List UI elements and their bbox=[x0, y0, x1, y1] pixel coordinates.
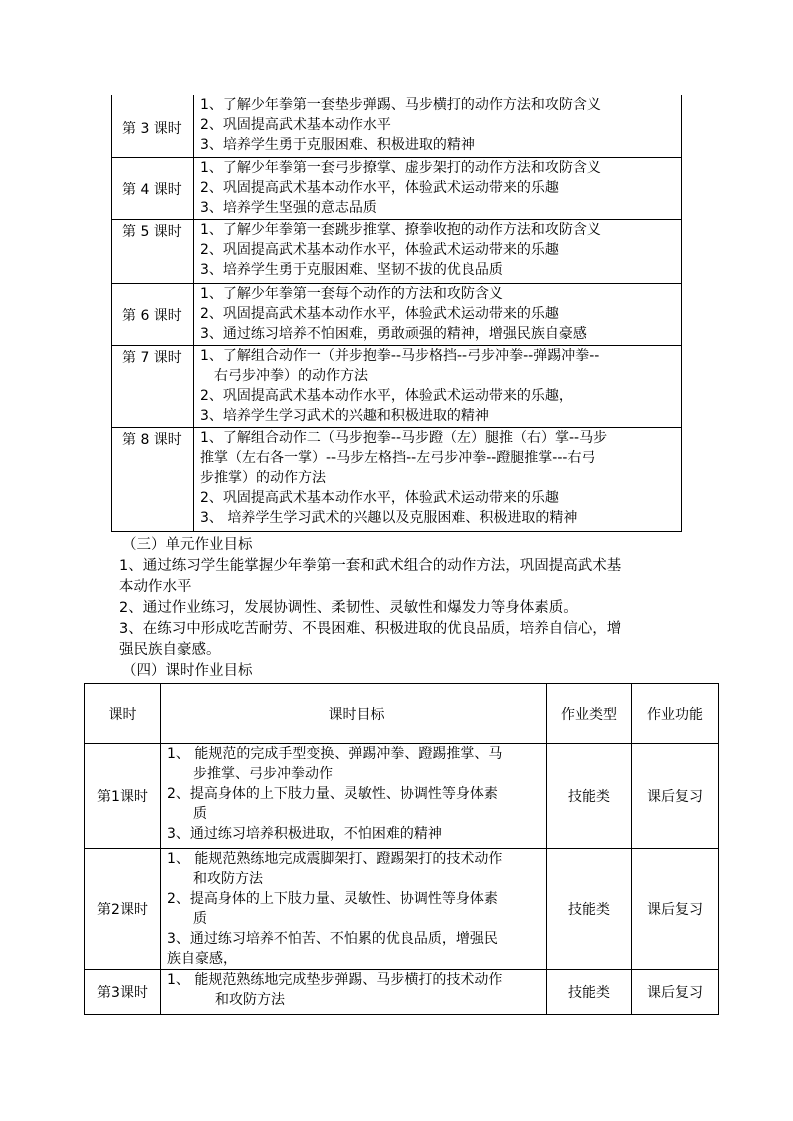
goal-line: 右弓步冲拳）的动作方法 bbox=[214, 367, 368, 384]
lesson-cell: 第2课时 bbox=[85, 849, 161, 970]
lesson-label-text: 第 7 课时 bbox=[122, 349, 182, 366]
table-row bbox=[85, 744, 719, 849]
goal-line: 3、通过练习培养积极进取，不怕困难的精神 bbox=[167, 826, 442, 842]
goal-line: 1、了解少年拳第一套弓步撩掌、虚步架打的动作方法和攻防含义 bbox=[200, 159, 601, 176]
lesson-label-text: 第 4 课时 bbox=[122, 181, 182, 198]
lesson-plan-table bbox=[111, 95, 682, 532]
lesson-label bbox=[112, 283, 194, 345]
header-cell: 作业功能 bbox=[632, 684, 719, 744]
goal-line: 2、提高身体的上下肢力量、灵敏性、协调性等身体素 bbox=[167, 786, 498, 802]
lesson-cell: 第1课时 bbox=[85, 744, 161, 849]
header-cell: 作业类型 bbox=[547, 684, 632, 744]
paragraph-line: 3、在练习中形成吃苦耐劳、不畏困难、积极进取的优良品质，培养自信心，增 bbox=[119, 621, 622, 637]
goal-line: 2、巩固提高武术基本动作水平，体验武术运动带来的乐趣 bbox=[200, 489, 559, 506]
lesson-label-text: 第 5 课时 bbox=[122, 223, 182, 240]
goal-line: 和攻防方法 bbox=[193, 871, 263, 887]
goal-line: 2、巩固提高武术基本动作水平，体验武术运动带来的乐趣， bbox=[200, 387, 573, 404]
homework-goal-table bbox=[84, 683, 719, 1015]
goal-cell bbox=[161, 970, 547, 1015]
function-cell: 课后复习 bbox=[632, 849, 719, 970]
type-cell: 技能类 bbox=[547, 970, 632, 1015]
goal-line: 质 bbox=[193, 911, 207, 927]
table-row bbox=[112, 219, 682, 283]
lesson-goals bbox=[194, 157, 682, 219]
lesson-goals bbox=[194, 219, 682, 283]
goal-line: 质 bbox=[193, 806, 207, 822]
table-row bbox=[85, 970, 719, 1015]
table-row bbox=[112, 95, 682, 157]
goal-line: 1、了解组合动作一（并步抱拳--马步格挡--弓步冲拳--弹踢冲拳-- bbox=[200, 347, 600, 364]
goal-line: 1、了解少年拳第一套每个动作的方法和攻防含义 bbox=[200, 285, 503, 302]
goal-line: 3、培养学生学习武术的兴趣和积极进取的精神 bbox=[200, 407, 489, 424]
goal-line: 2、巩固提高武术基本动作水平，体验武术运动带来的乐趣 bbox=[200, 241, 559, 258]
goal-line: 1、了解少年拳第一套垫步弹踢、马步横打的动作方法和攻防含义 bbox=[200, 97, 601, 113]
goal-line: 3、 培养学生学习武术的兴趣以及克服困难、积极进取的精神 bbox=[200, 509, 578, 526]
paragraph-line: 1、通过练习学生能掌握少年拳第一套和武术组合的动作方法，巩固提高武术基 bbox=[119, 558, 622, 574]
table-header-row bbox=[85, 684, 719, 744]
goal-cell bbox=[161, 744, 547, 849]
section-heading: （三）单元作业目标 bbox=[122, 537, 253, 553]
goal-line: 1、了解少年拳第一套跳步推掌、撩拳收抱的动作方法和攻防含义 bbox=[200, 221, 601, 238]
function-cell: 课后复习 bbox=[632, 744, 719, 849]
lesson-label-text: 第 6 课时 bbox=[122, 307, 182, 324]
goal-line: 推掌（左右各一掌）--马步左格挡--左弓步冲拳--蹬腿推掌---右弓 bbox=[200, 449, 596, 466]
goal-line: 3、培养学生勇于克服困难、积极进取的精神 bbox=[200, 137, 475, 153]
header-cell: 课时 bbox=[85, 684, 161, 744]
type-cell: 技能类 bbox=[547, 849, 632, 970]
goal-line: 1、 能规范的完成手型变换、弹踢冲拳、蹬踢推掌、马 bbox=[167, 746, 503, 762]
goal-line: 步推掌、弓步冲拳动作 bbox=[193, 766, 333, 782]
lesson-label bbox=[112, 157, 194, 219]
goal-line: 和攻防方法 bbox=[215, 992, 285, 1008]
paragraph-line: 2、通过作业练习，发展协调性、柔韧性、灵敏性和爆发力等身体素质。 bbox=[119, 600, 578, 616]
goal-line: 1、 能规范熟练地完成震脚架打、蹬踢架打的技术动作 bbox=[167, 851, 503, 867]
goal-line: 步推掌）的动作方法 bbox=[200, 469, 326, 486]
goal-line: 族自豪感， bbox=[167, 951, 237, 967]
function-cell: 课后复习 bbox=[632, 970, 719, 1015]
goal-line: 1、了解组合动作二（马步抱拳--马步蹬（左）腿推（右）掌--马步 bbox=[200, 429, 608, 446]
lesson-goals bbox=[194, 345, 682, 427]
table-row bbox=[112, 427, 682, 531]
lesson-label bbox=[112, 219, 194, 283]
header-cell: 课时目标 bbox=[161, 684, 547, 744]
lesson-goals bbox=[194, 95, 682, 157]
paragraph-line: 强民族自豪感。 bbox=[119, 642, 221, 658]
goal-line: 2、巩固提高武术基本动作水平，体验武术运动带来的乐趣 bbox=[200, 179, 559, 196]
lesson-cell: 第3课时 bbox=[85, 970, 161, 1015]
lesson-label bbox=[112, 95, 194, 157]
goal-line: 2、巩固提高武术基本动作水平，体验武术运动带来的乐趣 bbox=[200, 305, 559, 322]
table-row bbox=[112, 345, 682, 427]
goal-line: 2、巩固提高武术基本动作水平 bbox=[200, 117, 391, 133]
lesson-label bbox=[112, 345, 194, 427]
goal-cell bbox=[161, 849, 547, 970]
goal-line: 3、通过练习培养不怕苦、不怕累的优良品质，增强民 bbox=[167, 931, 498, 947]
goal-line: 3、通过练习培养不怕困难，勇敢顽强的精神，增强民族自豪感 bbox=[200, 325, 587, 342]
goal-line: 3、培养学生勇于克服困难、坚韧不拔的优良品质 bbox=[200, 261, 503, 278]
goal-line: 2、提高身体的上下肢力量、灵敏性、协调性等身体素 bbox=[167, 891, 498, 907]
table-row bbox=[112, 157, 682, 219]
table-row bbox=[112, 283, 682, 345]
table-row bbox=[85, 849, 719, 970]
goal-line: 3、培养学生坚强的意志品质 bbox=[200, 199, 377, 216]
goal-line: 1、 能规范熟练地完成垫步弹踢、马步横打的技术动作 bbox=[167, 972, 503, 988]
paragraph-line: 本动作水平 bbox=[119, 579, 192, 595]
type-cell: 技能类 bbox=[547, 744, 632, 849]
lesson-goals bbox=[194, 283, 682, 345]
lesson-label-text: 第 3 课时 bbox=[122, 121, 182, 137]
section-body bbox=[119, 556, 621, 661]
lesson-goals bbox=[194, 427, 682, 531]
lesson-label-text: 第 8 课时 bbox=[122, 431, 182, 448]
lesson-label bbox=[112, 427, 194, 531]
section-heading: （四）课时作业目标 bbox=[122, 663, 253, 679]
